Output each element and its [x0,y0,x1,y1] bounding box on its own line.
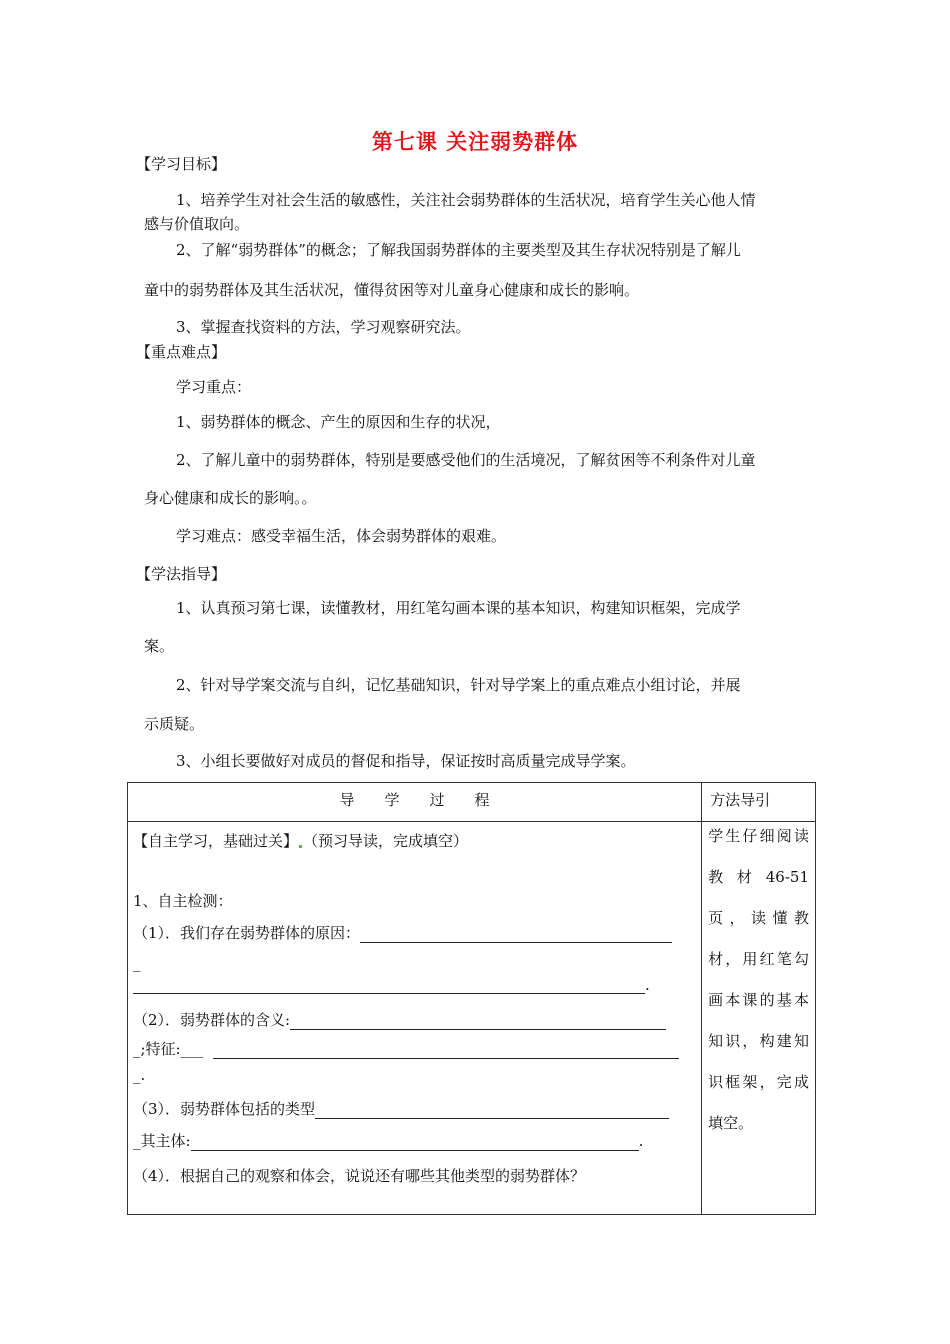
section-heading-method: 【学法指导】 [136,565,227,583]
goal-line: 3、掌握查找资料的方法，学习观察研究法。 [176,318,471,336]
self-check-heading: 1、自主检测： [133,892,233,910]
answer-blank[interactable] [133,977,645,994]
method-guide-text: 学生仔细阅读教材46-51页，读懂教材，用红笔勾画本课的基本知识，构建知识框架，完成填空。 [708,827,809,1132]
method-guide-cell [702,822,816,1215]
table-header-process: 导 学 过 程 [128,783,702,822]
method-line: 示质疑。 [144,715,205,733]
page-title: 第七课 关注弱势群体 [371,129,579,154]
section-heading-goals: 【学习目标】 [136,155,227,173]
answer-blank[interactable] [315,1102,669,1119]
question-1-blank-line: . [133,976,650,994]
answer-blank[interactable] [360,926,672,943]
goal-line: 2、了解“弱势群体”的概念；了解我国弱势群体的主要类型及其生存状况特别是了解儿 [176,241,741,259]
key-line: 1、弱势群体的概念、产生的原因和生存的状况， [176,413,501,431]
guide-table [127,782,816,1215]
key-line: 身心健康和成长的影响。。 [144,489,317,507]
goal-line: 1、培养学生对社会生活的敏感性，关注社会弱势群体的生活状况，培育学生关心他人情 [176,191,756,209]
answer-blank[interactable] [213,1042,679,1059]
method-line: 2、针对导学案交流与自纠，记忆基础知识，针对导学案上的重点难点小组讨论，并展 [176,676,741,694]
table-header-method: 方法导引 [702,783,816,822]
key-line: 学习难点：感受幸福生活，体会弱势群体的艰难。 [176,527,507,545]
method-line: 案。 [144,637,175,655]
self-study-heading: 【自主学习，基础过关】 （预习导读，完成填空） [133,832,469,850]
section-heading-key: 【重点难点】 [136,343,227,361]
question-2: （2）．弱势群体的含义: [133,1009,666,1030]
method-line: 1、认真预习第七课，读懂教材，用红笔勾画本课的基本知识，构建知识框架，完成学 [176,599,741,617]
question-4: （4）．根据自己的观察和体会，说说还有哪些其他类型的弱势群体？ [133,1167,586,1185]
mark-dot [299,845,302,848]
question-2-features: _;特征:___ [133,1038,679,1059]
process-cell [128,822,702,1215]
question-2-end: _. [133,1066,146,1084]
goal-line: 感与价值取向。 [144,215,250,233]
question-3: （3）．弱势群体包括的类型 [133,1098,669,1119]
answer-blank[interactable] [290,1013,666,1030]
answer-blank[interactable] [191,1134,639,1151]
question-3-subject: _其主体: . [133,1132,644,1150]
question-1-cont: _ [133,954,141,972]
method-line: 3、小组长要做好对成员的督促和指导，保证按时高质量完成导学案。 [176,752,636,770]
question-1: （1）．我们存在弱势群体的原因： [133,922,672,943]
key-line: 学习重点： [176,378,252,396]
key-line: 2、了解儿童中的弱势群体，特别是要感受他们的生活境况，了解贫困等不利条件对儿童 [176,451,756,469]
goal-line: 童中的弱势群体及其生活状况，懂得贫困等对儿童身心健康和成长的影响。 [144,281,640,299]
